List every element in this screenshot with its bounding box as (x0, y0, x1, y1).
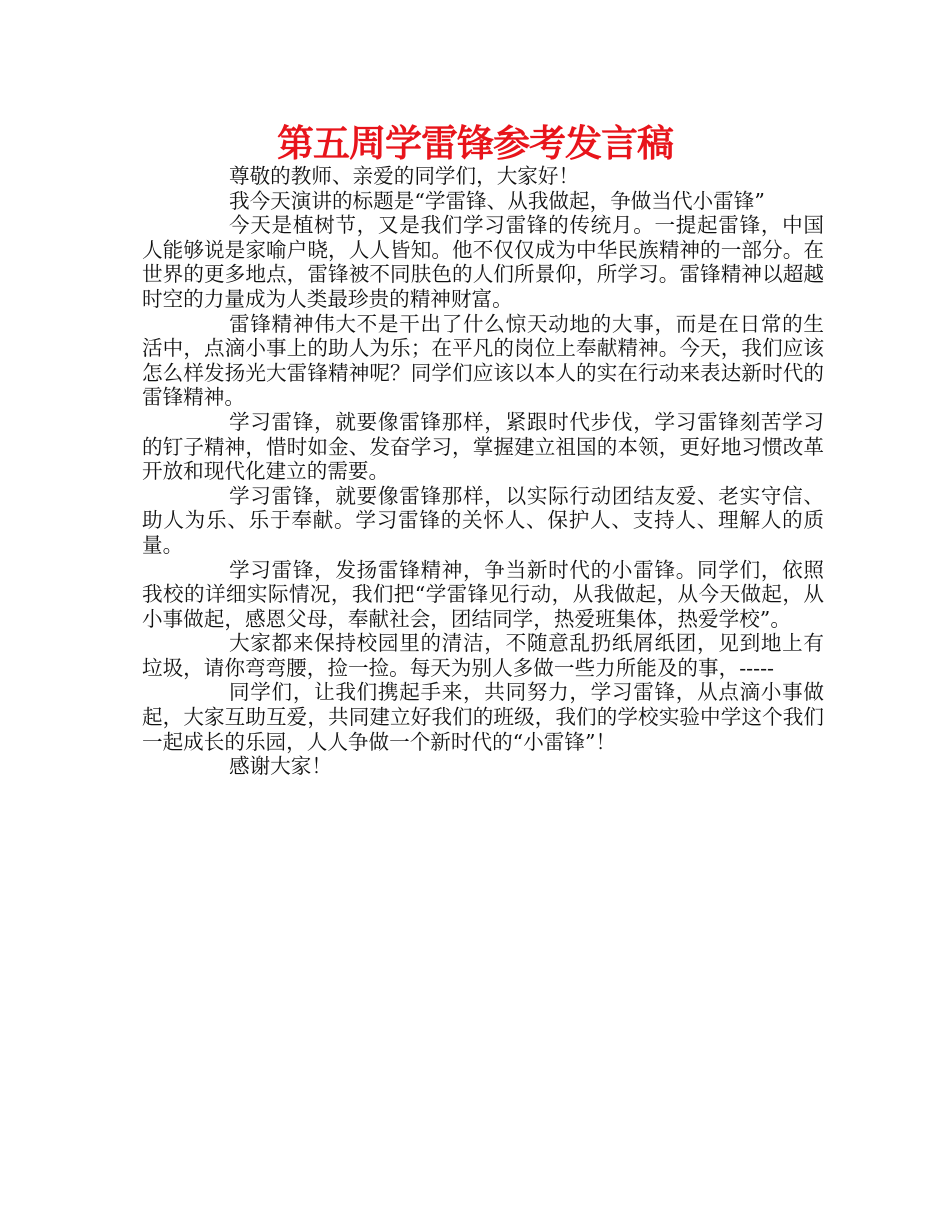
paragraph: 学习雷锋，就要像雷锋那样，紧跟时代步伐，学习雷锋刻苦学习的钉子精神，惜时如金、发奋学习，掌握建立祖国的本领，更好地习惯改革开放和现代化建立的需要。 (142, 409, 824, 484)
paragraph: 学习雷锋，发扬雷锋精神，争当新时代的小雷锋。同学们，依照我校的详细实际情况，我们把“学雷锋见行动，从我做起，从今天做起，从小事做起，感恩父母，奉献社会，团结同学，热爱班集体，热爱学校”。 (142, 557, 824, 631)
paragraph: 雷锋精神伟大不是干出了什么惊天动地的大事，而是在日常的生活中，点滴小事上的助人为乐；在平凡的岗位上奉献精神。今天，我们应该怎么样发扬光大雷锋精神呢？同学们应该以本人的实在行动来表达新时代的雷锋精神。 (142, 311, 824, 410)
paragraph: 今天是植树节，又是我们学习雷锋的传统月。一提起雷锋，中国人能够说是家喻户晓，人人皆知。他不仅仅成为中华民族精神的一部分。在世界的更多地点，雷锋被不同肤色的人们所景仰，所学习。雷锋精神以超越时空的力量成为人类最珍贵的精神财富。 (142, 213, 824, 311)
paragraph: 学习雷锋，就要像雷锋那样，以实际行动团结友爱、老实守信、助人为乐、乐于奉献。学习雷锋的关怀人、保护人、支持人、理解人的质量。 (142, 483, 824, 557)
paragraph: 大家都来保持校园里的清洁，不随意乱扔纸屑纸团，见到地上有垃圾，请你弯弯腰，捡一捡。每天为别人多做一些力所能及的事，----- (142, 631, 824, 680)
paragraph-speech-topic: 我今天演讲的标题是“学雷锋、从我做起，争做当代小雷锋” (229, 188, 765, 213)
paragraph-greeting: 尊敬的教师、亲爱的同学们，大家好！ (229, 164, 580, 188)
document-title: 第五周学雷锋参考发言稿 (277, 122, 673, 165)
paragraph: 同学们，让我们携起手来，共同努力，学习雷锋，从点滴小事做起，大家互助互爱，共同建立好我们的班级，我们的学校实验中学这个我们一起成长的乐园，人人争做一个新时代的“小雷锋”！ (142, 680, 824, 754)
paragraph-closing: 感谢大家！ (229, 754, 332, 779)
speech-body (142, 164, 824, 779)
